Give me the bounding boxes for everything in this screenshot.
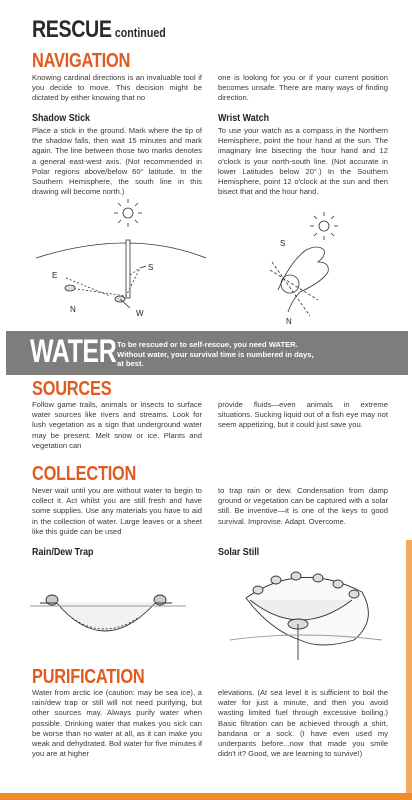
sources-heading: SOURCES <box>32 378 112 400</box>
navigation-heading: NAVIGATION <box>32 50 131 72</box>
page-edge-strip <box>406 540 412 795</box>
label-w: W <box>136 309 144 318</box>
wrist-watch-text: To use your watch as a compass in the Northern Hemisphere, point the hour hand at the sun. The imaginary line bisecting the hour hand and 12 o'clock is your north-south line. (Not accurate in lower Latitudes below 20°.) In the Southern Hemisphere, point 12 o'clock at the sun and then bisect that and the hour hand. <box>218 126 388 197</box>
navigation-intro-left: Knowing cardinal directions is an invaluable tool if you decide to move. This decision might be dictated by either knowing that no <box>32 73 202 103</box>
collection-text-right: to trap rain or dew. Condensation from damp ground or vegetation can be captured with a solar still. Be inventive—it is one of the keys to good survival. Improvise. Adapt. Overcome. <box>218 486 388 526</box>
purification-text-right: elevations. (At sea level it is sufficient to boil the water for just a minute, and then you avoid wasting limited fuel through excessive boiling.) Basic filtration can be achieved through a shirt, bandana or a sock. (I have even used my underpants before...now that made you smile didn't it? Good, we are learning to survive!) <box>218 688 388 759</box>
sources-text-right: provide fluids—even animals in extreme situations. Sucking liquid out of a fish eye may not seem appetizing, but it could just save you. <box>218 400 388 430</box>
watch-label-s: S <box>280 239 286 248</box>
page-title: RESCUE continued <box>32 16 166 43</box>
rain-dew-trap-heading: Rain/Dew Trap <box>32 546 94 558</box>
water-heading: WATER <box>30 333 117 369</box>
label-n: N <box>70 305 76 314</box>
sources-text-left: Follow game trails, animals or insects to surface water sources like rivers and streams. Look for lush vegetation as a sign that underground water may be present. Melt snow or ice. Plants and vegetation can <box>32 400 202 450</box>
watch-label-n: N <box>286 317 292 326</box>
label-e: E <box>52 271 58 280</box>
wrist-watch-heading: Wrist Watch <box>218 112 270 124</box>
water-banner-message: To be rescued or to self-rescue, you need WATER. Without water, your survival time is numbered in days, at best. <box>117 340 314 368</box>
shadow-stick-text: Place a stick in the ground. Mark where the tip of the shadow falls, then wait 15 minutes and mark again. The line between those two marks denotes a general east-west axis. (Not recommended in Polar regions above/below 60° latitude. In the Southern Hemisphere, the south line in this drawing will become north.) <box>32 126 202 197</box>
shadow-stick-heading: Shadow Stick <box>32 112 91 124</box>
collection-heading: COLLECTION <box>32 463 137 485</box>
bottom-edge-bar <box>0 793 412 800</box>
continued-label: continued <box>114 25 166 40</box>
purification-text-left: Water from arctic ice (caution: may be sea ice), a rain/dew trap or still will not need purifying, but other sources may. Always purify water when possible. Drinking water that makes you sick can be worse than no water at all, as it can make you weak and dehydrated. Boil water for five minutes if you are at higher <box>32 688 202 759</box>
purification-heading: PURIFICATION <box>32 666 145 688</box>
solar-still-heading: Solar Still <box>218 546 260 558</box>
navigation-intro-right: one is looking for you or if your current position becomes unsafe. There are many ways of finding direction. <box>218 73 388 103</box>
collection-text-left: Never wait until you are without water to begin to collect it. Act whilst you are still fresh and have some supplies. Use any materials you have to aid in the collection of water. Large leaves or a sheet like this guide can be used <box>32 486 202 536</box>
label-s: S <box>148 263 154 272</box>
